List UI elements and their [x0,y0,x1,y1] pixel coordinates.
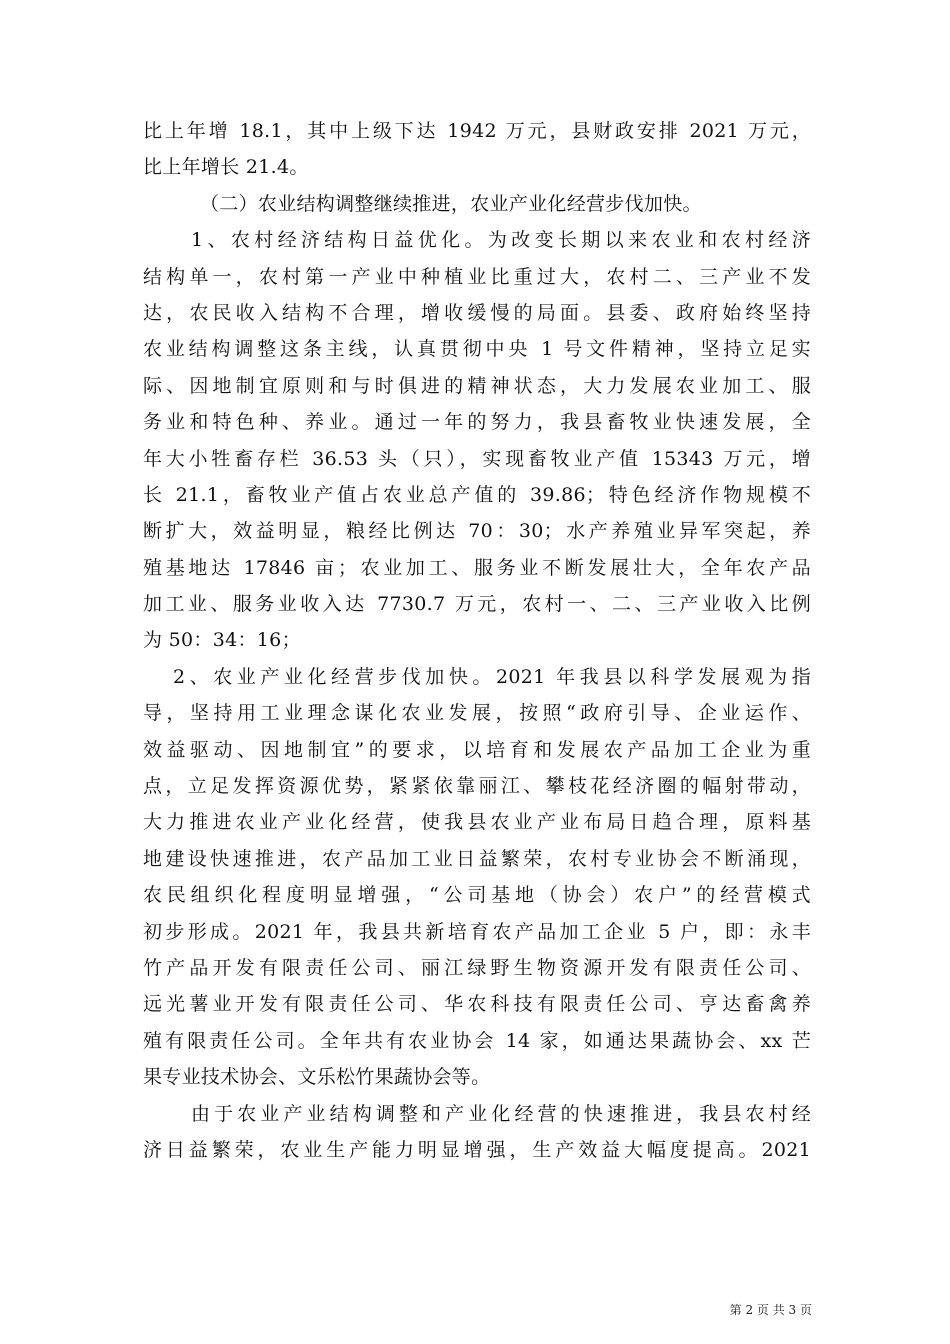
text-line: 长 21.1，畜牧业产值占农业总产值的 39.86；特色经济作物规模不 [143,483,811,506]
text-line: 济日益繁荣，农业生产能力明显增强，生产效益大幅度提高。2021 [143,1138,811,1161]
text-line: 由于农业产业结构调整和产业化经营的快速推进，我县农村经 [191,1102,811,1125]
section-heading: （二）农业结构调整继续推进，农业产业化经营步伐加快。 [200,192,702,215]
text-line: 际、因地制宜原则和与时俱进的精神状态，大力发展农业加工、服 [143,374,811,397]
text-line: 殖有限责任公司。全年共有农业协会 14 家，如通达果蔬协会、xx 芒 [143,1029,811,1052]
text-line: 断扩大，效益明显，粮经比例达 70：30；水产养殖业异军突起，养 [143,520,811,543]
text-line: 大力推进农业产业化经营，使我县农业产业布局日趋合理，原料基 [143,811,811,834]
text-line: 年大小牲畜存栏 36.53 头（只），实现畜牧业产值 15343 万元，增 [143,447,811,470]
text-line: 竹产品开发有限责任公司、丽江绿野生物资源开发有限责任公司、 [143,956,811,979]
text-line: 达，农民收入结构不合理，增收缓慢的局面。县委、政府始终坚持 [143,301,811,324]
text-line: 农业结构调整这条主线，认真贯彻中央 1 号文件精神，坚持立足实 [143,338,811,361]
text-line: 点，立足发挥资源优势，紧紧依靠丽江、攀枝花经济圈的幅射带动， [143,775,811,798]
text-line: 农民组织化程度明显增强，“公司基地（协会）农户”的经营模式 [143,884,811,907]
text-line: 务业和特色种、养业。通过一年的努力，我县畜牧业快速发展，全 [143,411,811,434]
page-number: 第 2 页 共 3 页 [729,1303,812,1317]
text-line: 殖基地达 17846 亩；农业加工、服务业不断发展壮大，全年农产品 [143,556,811,579]
text-line: 2、农业产业化经营步伐加快。2021 年我县以科学发展观为指 [173,665,811,688]
text-line: 果专业技术协会、文乐松竹果蔬协会等。 [143,1066,491,1089]
text-line: 加工业、服务业收入达 7730.7 万元，农村一、二、三产业收入比例 [143,593,811,616]
text-line: 1、农村经济结构日益优化。为改变长期以来农业和农村经济 [191,229,811,252]
text-line: 导，坚持用工业理念谋化农业发展，按照“政府引导、企业运作、 [143,702,811,725]
text-line: 效益驱动、因地制宜”的要求，以培育和发展农产品加工企业为重 [143,738,811,761]
text-line: 结构单一，农村第一产业中种植业比重过大，农村二、三产业不发 [143,265,811,288]
text-line: 比上年增 18.1，其中上级下达 1942 万元，县财政安排 2021 万元， [143,120,811,142]
text-line: 为 50：34：16； [143,629,301,652]
text-line: 远光薯业开发有限责任公司、华农科技有限责任公司、亨达畜禽养 [143,993,811,1016]
text-line: 比上年增长 21.4。 [143,156,309,179]
document-body [143,113,811,1168]
text-line: 初步形成。2021 年，我县共新培育农产品加工企业 5 户，即：永丰 [143,920,811,943]
text-line: 地建设快速推进，农产品加工业日益繁荣，农村专业协会不断涌现， [143,847,811,870]
